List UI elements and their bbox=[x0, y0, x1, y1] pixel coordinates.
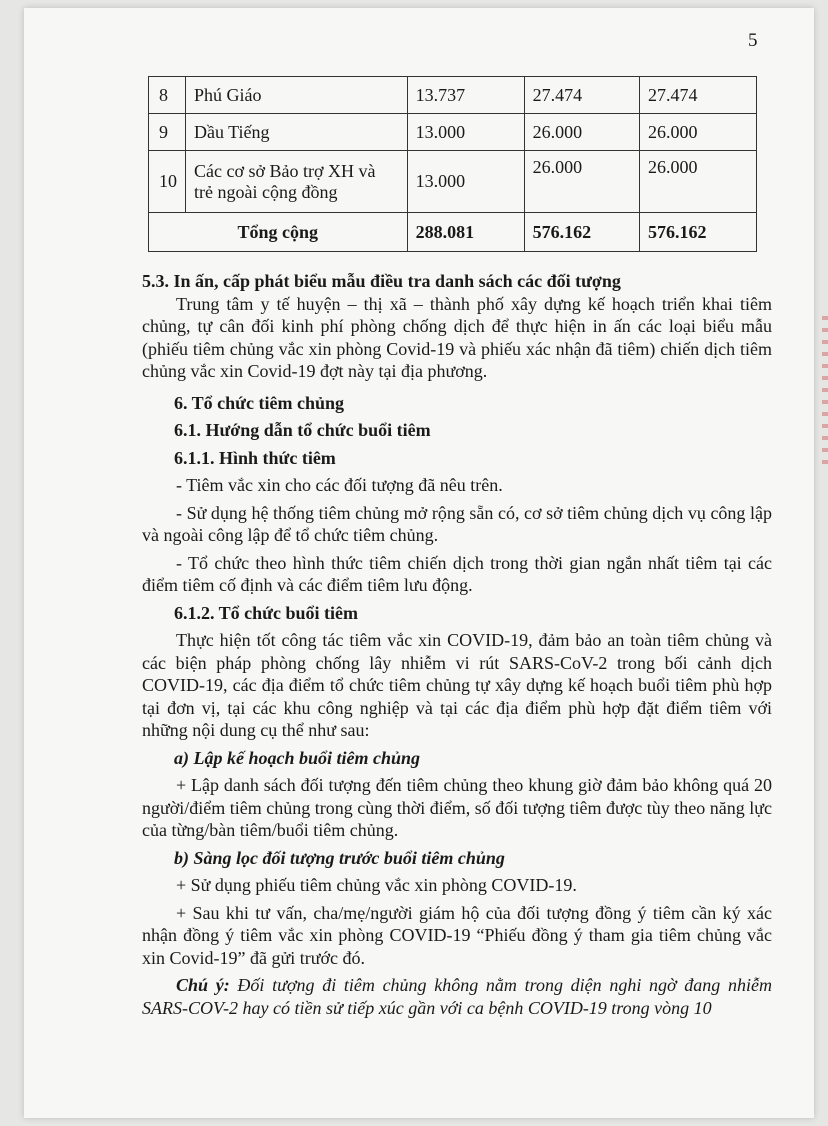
total-value-3: 576.162 bbox=[639, 213, 756, 252]
row-name: Phú Giáo bbox=[186, 77, 408, 114]
row-name-line-1: Các cơ sở Bảo trợ XH và bbox=[194, 160, 376, 181]
page-number: 5 bbox=[748, 30, 758, 51]
heading-6-1-1: 6.1.1. Hình thức tiêm bbox=[174, 447, 336, 468]
row-value-2: 26.000 bbox=[524, 114, 639, 151]
note-paragraph bbox=[142, 974, 772, 1019]
table-row bbox=[149, 77, 757, 114]
allocation-table bbox=[148, 76, 757, 252]
paragraph-a: + Lập danh sách đối tượng đến tiêm chủng theo khung giờ đảm bảo không quá 20 người/điểm tiêm chủng trong cùng thời điểm, số đối tượng tiêm được tùy theo năng lực của từng/bàn tiêm/buổi tiêm chủng. bbox=[142, 775, 773, 840]
bullet-3: - Tổ chức theo hình thức tiêm chiến dịch trong thời gian ngắn nhất tiêm tại các điểm tiêm cố định và các điểm tiêm lưu động. bbox=[142, 552, 772, 595]
heading-b: b) Sàng lọc đối tượng trước buổi tiêm chủng bbox=[174, 847, 505, 868]
row-value-1: 13.000 bbox=[407, 114, 524, 151]
heading-5-3: 5.3. In ấn, cấp phát biểu mẫu điều tra danh sách các đối tượng bbox=[142, 271, 621, 291]
bullet-1: - Tiêm vắc xin cho các đối tượng đã nêu trên. bbox=[176, 475, 503, 495]
total-row bbox=[149, 213, 757, 252]
row-number: 8 bbox=[149, 77, 186, 114]
row-value-3: 26.000 bbox=[639, 151, 756, 213]
paragraph-b-2: + Sau khi tư vấn, cha/mẹ/người giám hộ của đối tượng đồng ý tiêm cần ký xác nhận đồng ý tiêm vắc xin phòng COVID-19 “Phiếu đồng ý tham gia tiêm chủng vắc xin Covid-19” đã gửi trước đó. bbox=[142, 902, 772, 968]
row-value-1: 13.737 bbox=[407, 77, 524, 114]
row-value-2: 26.000 bbox=[524, 151, 639, 213]
row-number: 10 bbox=[149, 151, 186, 213]
table-row bbox=[149, 151, 757, 213]
note-text: Đối tượng đi tiêm chủng không nằm trong diện nghi ngờ đang nhiễm SARS-COV-2 hay có tiền sử tiếp xúc gần với ca bệnh COVID-19 trong vòng 10 bbox=[142, 975, 772, 1018]
heading-6-1: 6.1. Hướng dẫn tổ chức buổi tiêm bbox=[174, 420, 431, 440]
table-row bbox=[149, 114, 757, 151]
paragraph-b-1: + Sử dụng phiếu tiêm chủng vắc xin phòng COVID-19. bbox=[176, 875, 577, 895]
total-value-2: 576.162 bbox=[524, 213, 639, 252]
row-name-line-2: trẻ ngoài cộng đồng bbox=[194, 181, 338, 202]
bullet-2: - Sử dụng hệ thống tiêm chủng mở rộng sẵn có, cơ sở tiêm chủng dịch vụ công lập và ngoài công lập để tổ chức tiêm chủng. bbox=[142, 502, 772, 545]
row-value-2: 27.474 bbox=[524, 77, 639, 114]
document-body bbox=[142, 270, 772, 1019]
row-name bbox=[186, 151, 408, 213]
paragraph-6-1-2: Thực hiện tốt công tác tiêm vắc xin COVID-19, đảm bảo an toàn tiêm chủng và các biện pháp phòng chống lây nhiễm vi rút SARS-CoV-2 trong bối cảnh dịch COVID-19, các địa điểm tổ chức tiêm chủng tự xây dựng kế hoạch buổi tiêm phù hợp tại đơn vị, tại các khu công nghiệp và tại các địa điểm phù hợp đặt điểm tiêm với những nội dung cụ thể như sau: bbox=[142, 630, 772, 740]
heading-a: a) Lập kế hoạch buổi tiêm chủng bbox=[174, 747, 421, 768]
red-stamp-edge bbox=[822, 308, 828, 468]
paragraph-5-3: Trung tâm y tế huyện – thị xã – thành phố xây dựng kế hoạch triển khai tiêm chủng, tự cân đối kinh phí phòng chống dịch để thực hiện in ấn các loại biểu mẫu (phiếu tiêm chủng vắc xin phòng Covid-19 và phiếu xác nhận đã tiêm) chiến dịch tiêm chủng vắc xin Covid-19 đợt này tại địa phương. bbox=[142, 293, 772, 381]
heading-6: 6. Tổ chức tiêm chủng bbox=[174, 392, 344, 413]
total-label: Tổng cộng bbox=[149, 213, 408, 252]
row-name: Dầu Tiếng bbox=[186, 114, 408, 151]
document-page bbox=[24, 8, 814, 1118]
row-number: 9 bbox=[149, 114, 186, 151]
note-label: Chú ý: bbox=[176, 975, 230, 995]
total-value-1: 288.081 bbox=[407, 213, 524, 252]
heading-6-1-2: 6.1.2. Tổ chức buổi tiêm bbox=[174, 602, 358, 623]
row-value-3: 26.000 bbox=[639, 114, 756, 151]
row-value-1: 13.000 bbox=[407, 151, 524, 213]
row-value-3: 27.474 bbox=[639, 77, 756, 114]
